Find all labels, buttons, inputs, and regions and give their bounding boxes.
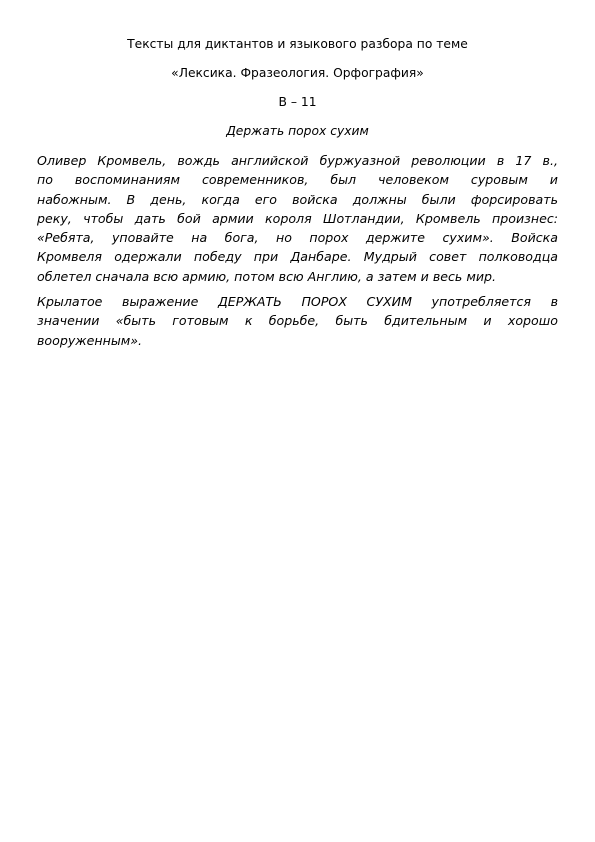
paragraph-line: реку, чтобы дать бой армии короля Шотландии, Кромвель произнес: — [37, 210, 558, 226]
paragraph-line: Крылатое выражение ДЕРЖАТЬ ПОРОХ СУХИМ употребляется в — [37, 294, 558, 310]
document-subheading: «Лексика. Фразеология. Орфография» — [171, 66, 424, 80]
paragraph-line: «Ребята, уповайте на бога, но порох держите сухим». Войска — [37, 230, 558, 246]
paragraph-2 — [37, 292, 558, 350]
document-heading: Тексты для диктантов и языкового разбора по теме — [127, 37, 468, 51]
text-title: Держать порох сухим — [226, 124, 369, 138]
document-content — [37, 36, 558, 350]
paragraph-line: значении «быть готовым к борьбе, быть бдительным и хорошо — [37, 313, 558, 329]
paragraph-1 — [37, 151, 558, 286]
paragraph-line: набожным. В день, когда его войска должны были форсировать — [37, 191, 558, 207]
variant-label: В – 11 — [278, 95, 317, 109]
paragraph-line: Оливер Кромвель, вождь английской буржуазной революции в 17 в., — [37, 153, 558, 168]
paragraph-line: по воспоминаниям современников, был человеком суровым и — [37, 172, 558, 188]
paragraph-line: облетел сначала всю армию, потом всю Англию, а затем и весь мир. — [37, 268, 497, 284]
paragraph-line: Кромвеля одержали победу при Данбаре. Мудрый совет полководца — [37, 249, 558, 265]
paragraph-line: вооруженным». — [37, 332, 143, 348]
